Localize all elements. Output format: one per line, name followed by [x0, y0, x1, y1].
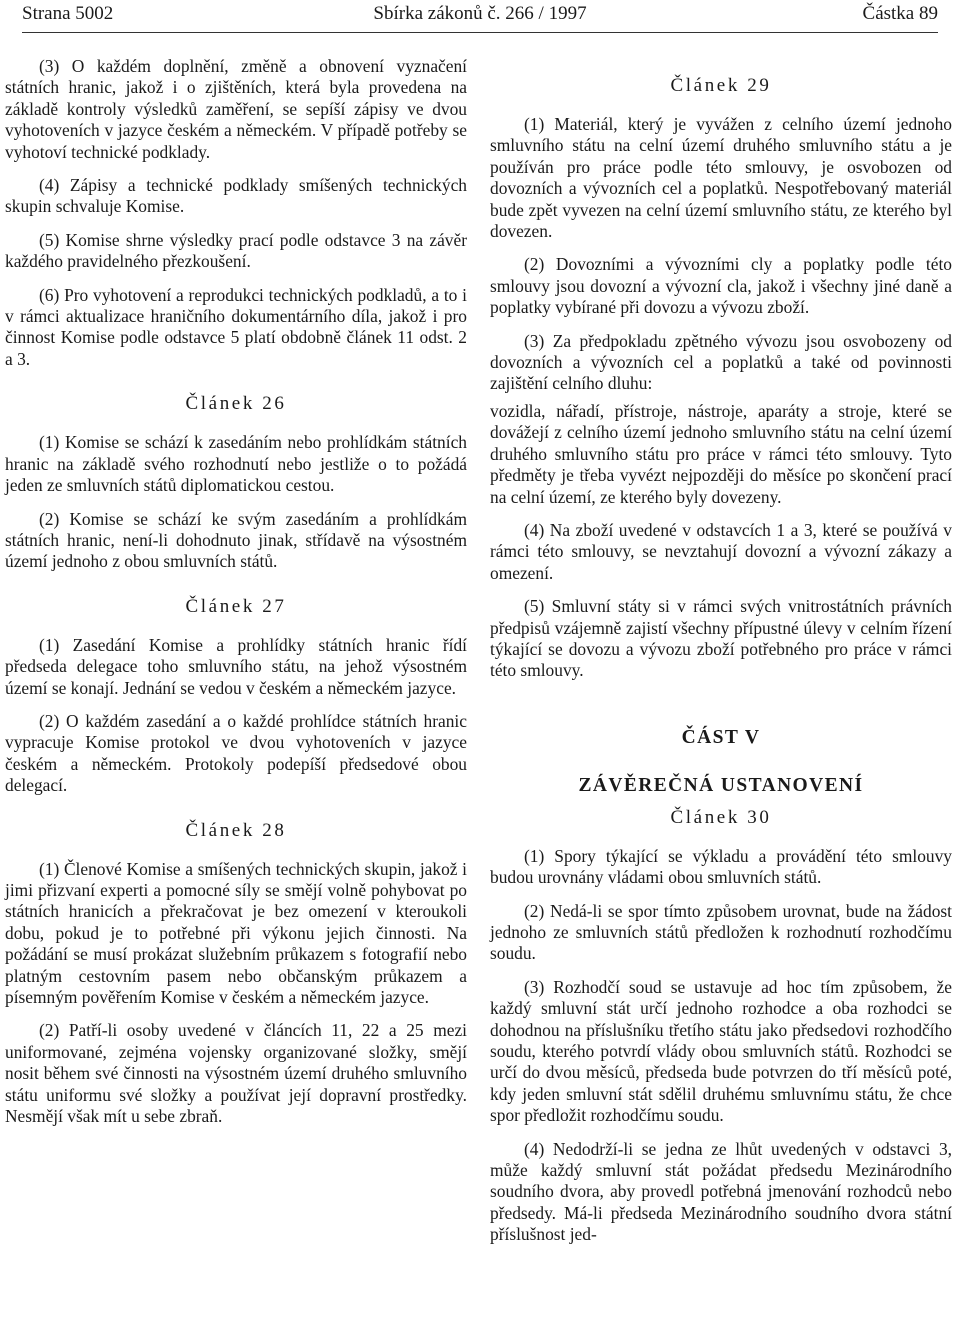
right-column [490, 56, 952, 1246]
paragraph-25-6: (6) Pro vyhotovení a reprodukci technických podkladů, a to i v rámci aktualizace hraničního dokumentárního díla, jakož i pro činnost Komise podle odstavce 5 platí obdobně článek 11 odst. 2 a 3. [5, 284, 467, 369]
paragraph-29-3: (3) Za předpokladu zpětného vývozu jsou osvobozeny od dovozních a vývozních cel a poplatků a také od povinnosti zajištění celního dluhu: [490, 330, 952, 394]
paragraph-25-4: (4) Zápisy a technické podklady smíšených technických skupin schvaluje Komise. [5, 175, 467, 217]
collection-title: Sbírka zákonů č. 266 / 1997 [373, 3, 587, 24]
paragraph-28-2: (2) Patří-li osoby uvedené v článcích 11, 22 a 25 mezi uniformované, zejména vojensky organizované složky, smějí nosit během své činnosti na výsostném území druhého smluvního státu uniformu své složky a používat její dopravní prostředky. Nesmějí však mít u sebe zbraň. [5, 1020, 467, 1127]
part-subtitle: ZÁVĚREČNÁ USTANOVENÍ [578, 774, 864, 796]
paragraph-25-3: (3) O každém doplnění, změně a obnovení vyznačení státních hranic, jakož i o zjištěních, která byla provedena na základě kontroly výsledků zaměření, se sepíší zápisy ve dvou vyhotoveních v jazyce českém a německém. V případě potřeby se vyhotoví technické podklady. [5, 56, 467, 162]
paragraph-30-4: (4) Nedodrží-li se jedna ze lhůt uvedených v odstavci 3, může každý smluvní stát požádat předsedu Mezinárodního soudního dvora, aby provedl potřebná jmenování rozhodců nebo předsedy. Má-li předseda Mezinárodního soudního dvora státní příslušnost jed- [490, 1138, 952, 1245]
article-30-heading: Článek 30 [670, 806, 772, 828]
header-divider [22, 32, 938, 33]
paragraph-25-5: (5) Komise shrne výsledky prací podle odstavce 3 na závěr každého pravidelného přezkoušení. [5, 229, 467, 272]
paragraph-27-2: (2) O každém zasedání a o každé prohlídce státních hranic vypracuje Komise protokol ve dvou vyhotoveních v jazyce českém a německém. Protokoly podepíší předsedové obou delegací. [5, 710, 467, 796]
paragraph-29-2: (2) Dovozními a vývozními cly a poplatky podle této smlouvy jsou dovozní a vývozní cla, jakož i všechny jiné daně a poplatky vybírané při dovozu a vývozu zboží. [490, 254, 952, 318]
paragraph-30-1: (1) Spory týkající se výkladu a provádění této smlouvy budou urovnány vládami obou smluvních států. [490, 845, 952, 888]
article-27-heading: Článek 27 [185, 595, 287, 617]
paragraph-30-2: (2) Nedá-li se spor tímto způsobem urovnat, bude na žádost jednoho ze smluvních států předložen k rozhodnutí rozhodčímu soudu. [490, 900, 952, 964]
article-28-heading: Článek 28 [185, 819, 287, 841]
paragraph-28-1: (1) Členové Komise a smíšených technických skupin, jakož i jimi přizvaní experti a pomocné síly se smějí volně pohybovat po státních hranicích a překračovat je bez omezení v kteroukoli dobu, pokud je to potřebné při výkonu jejich činnosti. Na požádání se musí prokázat služebním průkazem s fotografií nebo platným cestovním pasem nebo občanským průkazem a písemným pověřením Komise v českém a německém jazyce. [5, 858, 467, 1007]
paragraph-29-1: (1) Materiál, který je vyvážen z celního území jednoho smluvního státu na celní území druhého smluvního státu a je používán pro práce podle této smlouvy, je osvobozen od dovozních a vývozních cel a poplatků. Nespotřebovaný materiál bude zpět vyvezen na celní území smluvního státu, ze kterého byl dovezen. [490, 114, 952, 242]
paragraph-26-2: (2) Komise se schází ke svým zasedáním a prohlídkám státních hranic, není-li dohodnuto jinak, střídavě na výsostném území jednoho z obou smluvních států. [5, 508, 467, 572]
page-header [22, 2, 938, 28]
paragraph-29-3-list: vozidla, nářadí, přístroje, nástroje, aparáty a stroje, které se dovážejí z celního území jednoho smluvního státu na celní území druhého smluvního státu pro práce v rámci této smlouvy. Tyto předměty je třeba vyvézt nejpozději do měsíce po skončení prací na celní území, ze kterého byly dovezeny. [490, 400, 952, 507]
paragraph-29-5: (5) Smluvní státy si v rámci svých vnitrostátních právních předpisů vzájemně zajistí všechny přípustné úlevy v celním řízení týkající se dovozu a vývozu zboží potřebného pro práce v rámci této smlouvy. [490, 596, 952, 681]
article-29-heading: Článek 29 [670, 75, 772, 96]
paragraph-26-1: (1) Komise se schází k zasedáním nebo prohlídkám státních hranic na základě svého rozhodnutí nebo jestliže o to požádá jeden ze smluvních států diplomatickou cestou. [5, 432, 467, 496]
part-title: ČÁST V [681, 726, 761, 748]
paragraph-30-3: (3) Rozhodčí soud se ustavuje ad hoc tím způsobem, že každý smluvní stát určí jednoho rozhodce a oba rozhodci se dohodnou na příslušníku třetího státu jako předsedovi rozhodčího soudu, kterého potvrdí vlády obou smluvních států. Rozhodci se určí do dvou měsíců, předseda bude potvrzen do tří měsíců poté, kdy jeden smluvní stát sdělil druhému smluvnímu státu, že chce spor předložit rozhodčímu soudu. [490, 976, 952, 1126]
left-column [5, 56, 467, 1127]
issue-number: Částka 89 [862, 3, 938, 24]
page-number: Strana 5002 [22, 3, 114, 24]
paragraph-29-4: (4) Na zboží uvedené v odstavcích 1 a 3, které se používá v rámci této smlouvy, se nevztahují dovozní a vývozní zákazy a omezení. [490, 519, 952, 583]
paragraph-27-1: (1) Zasedání Komise a prohlídky státních hranic řídí předseda delegace toho smluvního státu, na jehož výsostném území se konají. Jednání se vedou v českém a německém jazyce. [5, 634, 467, 698]
article-26-heading: Článek 26 [185, 393, 287, 415]
